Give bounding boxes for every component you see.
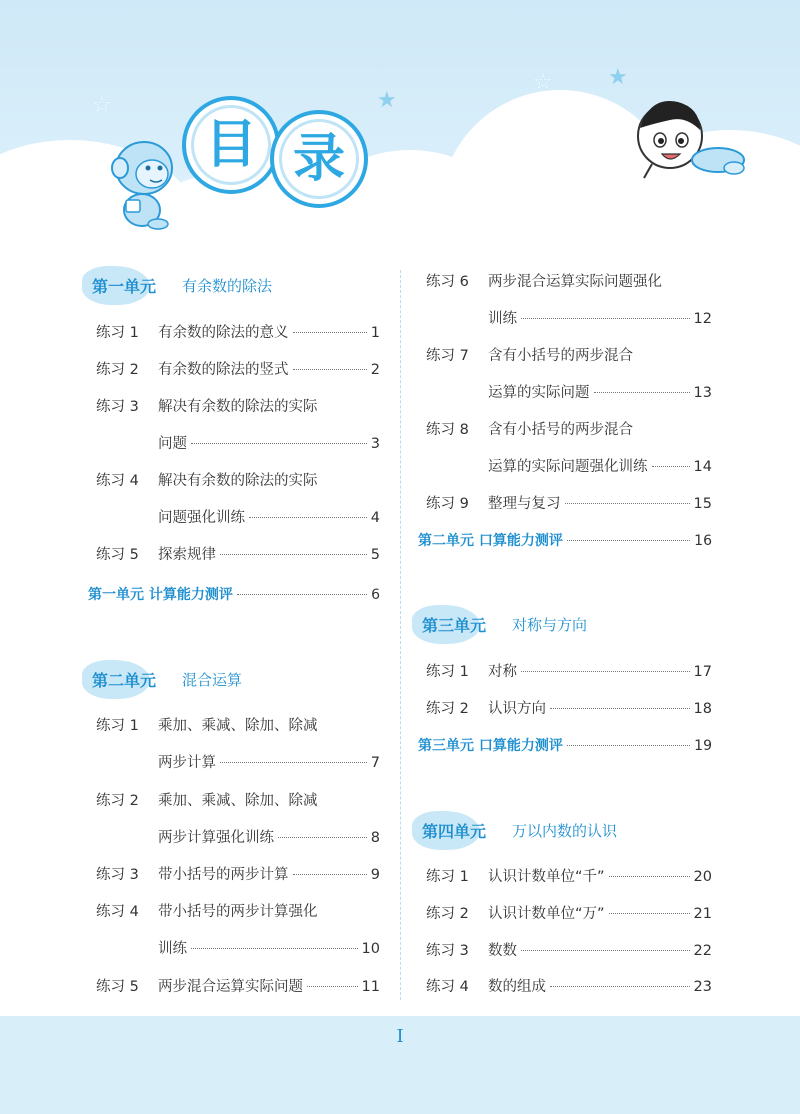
entry-page: 16 [694,533,712,549]
unit-label: 第四单元 [418,817,490,844]
star-icon: ★ [608,65,628,90]
entry-page: 13 [693,385,712,401]
entry-number: 练习 3 [426,943,469,959]
unit-label: 第二单元 [88,666,160,693]
toc-entry[interactable] [426,976,712,998]
leader-dots [293,369,367,370]
entry-page: 12 [693,311,712,327]
entry-page: 21 [693,906,712,922]
entry-number: 练习 3 [96,399,139,415]
toc-entry[interactable] [426,698,712,720]
review-title: 第三单元 口算能力测评 [418,738,563,754]
review-title: 第一单元 计算能力测评 [88,587,233,603]
unit-heading-2 [88,666,242,693]
entry-title: 数的组成 [488,979,546,995]
unit-label: 第一单元 [88,272,160,299]
entry-number: 练习 7 [426,348,469,364]
leader-dots [550,986,690,987]
entry-title-cont: 两步计算 [158,755,216,771]
unit-title: 混合运算 [182,671,243,689]
unit-title: 对称与方向 [512,616,588,634]
entry-page: 17 [693,664,712,680]
entry-title: 整理与复习 [488,496,561,512]
entry-page: 19 [694,738,712,754]
entry-page: 1 [370,325,380,341]
entry-number: 练习 9 [426,496,469,512]
unit-heading-4 [418,817,617,844]
entry-title: 乘加、乘减、除加、除减 [158,718,318,734]
entry-number: 练习 1 [96,325,139,341]
leader-dots [609,876,690,877]
entry-page: 11 [361,979,380,995]
entry-number: 练习 2 [426,701,469,717]
header-banner [0,0,800,260]
entry-number: 练习 5 [96,547,139,563]
entry-title-cont: 问题 [158,436,187,452]
leader-dots [249,517,367,518]
entry-number: 练习 1 [96,718,139,734]
unit-heading-3 [418,611,587,638]
toc-review-entry[interactable] [88,584,380,606]
toc-entry-continuation[interactable] [158,433,380,455]
toc-entry[interactable] [96,715,380,737]
entry-title-cont: 两步计算强化训练 [158,830,274,846]
leader-dots [521,950,690,951]
toc-entry[interactable] [96,790,380,812]
boy-mascot-icon [630,94,750,190]
entry-page: 5 [370,547,380,563]
entry-title: 含有小括号的两步混合 [488,422,633,438]
leader-dots [278,837,367,838]
leader-dots [594,392,690,393]
entry-number: 练习 4 [96,904,139,920]
toc-review-entry[interactable] [418,735,712,757]
entry-title-cont: 训练 [488,311,517,327]
entry-number: 练习 1 [426,664,469,680]
entry-number: 练习 1 [426,869,469,885]
review-title: 第二单元 口算能力测评 [418,533,563,549]
toc-entry[interactable] [426,345,712,367]
toc-entry[interactable] [96,544,380,566]
entry-page: 23 [693,979,712,995]
toc-entry[interactable] [426,271,712,293]
entry-number: 练习 4 [426,979,469,995]
entry-title: 两步混合运算实际问题强化 [488,274,662,290]
toc-entry[interactable] [96,864,380,886]
entry-title: 带小括号的两步计算 [158,867,289,883]
page-number: I [396,1026,404,1047]
leader-dots [652,466,690,467]
entry-page: 9 [370,867,380,883]
title-char-2: 录 [292,129,345,189]
leader-dots [220,762,367,763]
unit-heading-1 [88,272,272,299]
toc-entry-continuation[interactable] [158,938,380,960]
entry-title-cont: 运算的实际问题 [488,385,590,401]
monkey-mascot-icon [106,128,186,232]
entry-title-cont: 训练 [158,941,187,957]
toc-entry[interactable] [96,976,380,998]
toc-entry[interactable] [426,419,712,441]
leader-dots [550,708,690,709]
entry-page: 4 [370,510,380,526]
toc-entry[interactable] [426,903,712,925]
entry-title: 解决有余数的除法的实际 [158,473,318,489]
entry-page: 3 [370,436,380,452]
toc-entry[interactable] [96,470,380,492]
entry-title: 认识计数单位“万” [488,906,605,922]
leader-dots [293,874,367,875]
leader-dots [609,913,690,914]
entry-number: 练习 6 [426,274,469,290]
toc-entry-continuation[interactable] [158,507,380,529]
title-bubble-2 [270,110,368,208]
entry-number: 练习 2 [96,362,139,378]
entry-title-cont: 运算的实际问题强化训练 [488,459,648,475]
toc-entry[interactable] [96,359,380,381]
entry-page: 18 [693,701,712,717]
entry-title: 认识方向 [488,701,546,717]
leader-dots [293,332,367,333]
title-bubble-1 [182,96,280,194]
leader-dots [521,671,690,672]
star-icon: ☆ [533,70,553,95]
toc-entry[interactable] [426,661,712,683]
leader-dots [565,503,690,504]
entry-number: 练习 2 [426,906,469,922]
toc-review-entry[interactable] [418,530,712,552]
toc-entry[interactable] [426,866,712,888]
entry-page: 7 [370,755,380,771]
unit-title: 有余数的除法 [182,277,273,295]
star-icon: ★ [377,88,397,113]
entry-title: 认识计数单位“千” [488,869,605,885]
entry-page: 14 [693,459,712,475]
entry-title: 带小括号的两步计算强化 [158,904,318,920]
unit-title: 万以内数的认识 [512,822,618,840]
leader-dots [567,745,690,746]
entry-page: 2 [370,362,380,378]
toc-entry[interactable] [426,940,712,962]
toc-entry[interactable] [96,322,380,344]
entry-number: 练习 4 [96,473,139,489]
leader-dots [237,594,367,595]
entry-number: 练习 8 [426,422,469,438]
entry-page: 10 [361,941,380,957]
entry-number: 练习 3 [96,867,139,883]
toc-entry-continuation[interactable] [158,752,380,774]
toc-entry-continuation[interactable] [488,382,712,404]
entry-page: 15 [693,496,712,512]
toc-entry[interactable] [426,493,712,515]
leader-dots [307,986,358,987]
title-char-1: 目 [204,115,257,175]
entry-title: 对称 [488,664,517,680]
leader-dots [521,318,690,319]
leader-dots [567,540,690,541]
entry-title-cont: 问题强化训练 [158,510,245,526]
entry-number: 练习 2 [96,793,139,809]
entry-page: 22 [693,943,712,959]
toc-entry-continuation[interactable] [158,827,380,849]
toc-entry[interactable] [96,901,380,923]
unit-label: 第三单元 [418,611,490,638]
entry-number: 练习 5 [96,979,139,995]
entry-title: 含有小括号的两步混合 [488,348,633,364]
entry-page: 20 [693,869,712,885]
leader-dots [220,554,367,555]
entry-title: 探索规律 [158,547,216,563]
toc-entry-continuation[interactable] [488,456,712,478]
entry-page: 8 [370,830,380,846]
leader-dots [191,948,358,949]
leader-dots [191,443,367,444]
column-divider [400,270,401,1000]
entry-title: 两步混合运算实际问题 [158,979,303,995]
entry-title: 数数 [488,943,517,959]
star-icon: ☆ [92,93,112,118]
toc-entry[interactable] [96,396,380,418]
entry-title: 乘加、乘减、除加、除减 [158,793,318,809]
entry-title: 有余数的除法的竖式 [158,362,289,378]
entry-page: 6 [371,587,380,603]
entry-title: 有余数的除法的意义 [158,325,289,341]
toc-entry-continuation[interactable] [488,308,712,330]
entry-title: 解决有余数的除法的实际 [158,399,318,415]
